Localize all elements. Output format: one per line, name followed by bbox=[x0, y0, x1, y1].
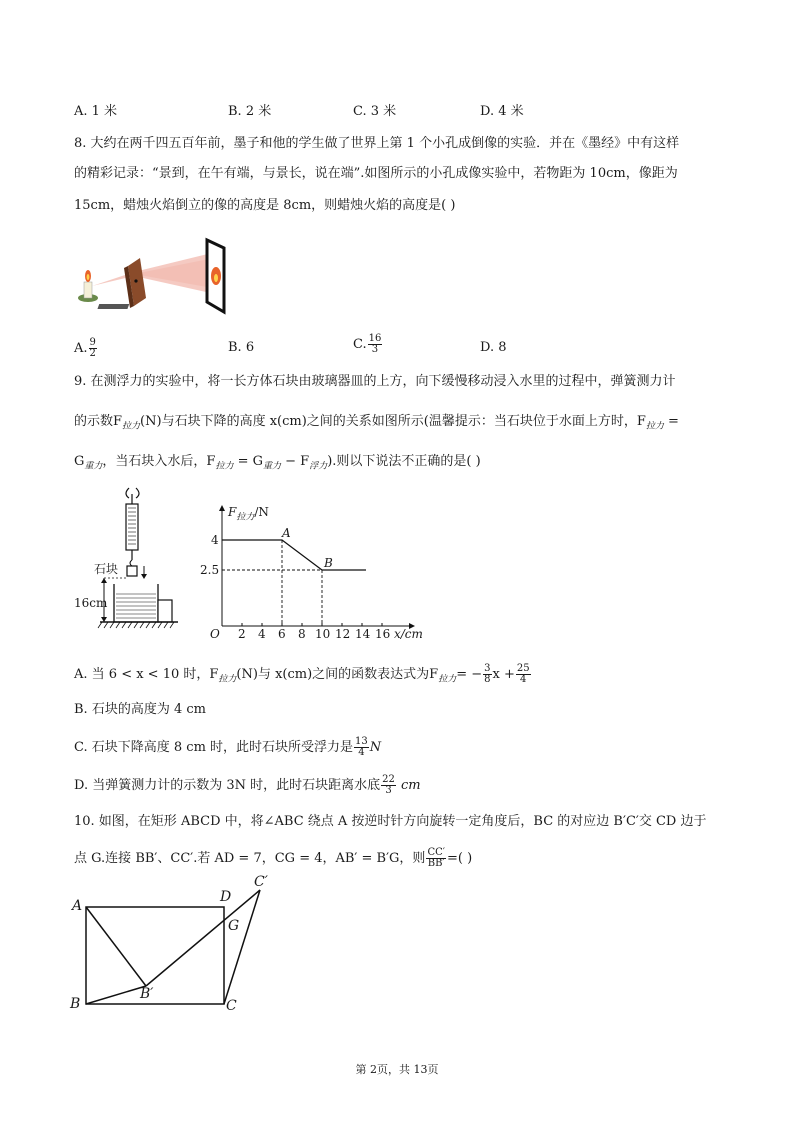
segment-b-prime-c-prime bbox=[146, 890, 260, 986]
q10-stem-line1: 10. 如图，在矩形 ABCD 中，将∠ABC 绕点 A 按逆时针方向旋转一定角度后，BC 的对应边 B′C′交 CD 边于 bbox=[74, 814, 707, 829]
stone-block bbox=[127, 566, 137, 576]
stone-label: 石块 bbox=[94, 562, 119, 576]
spring-scale-apparatus bbox=[74, 484, 194, 634]
graph-origin: O bbox=[210, 627, 220, 641]
q8-option-b: B. 6 bbox=[228, 340, 255, 355]
pinhole bbox=[134, 279, 137, 282]
x-tick-6: 6 bbox=[278, 627, 286, 641]
q7-option-b: B. 2 米 bbox=[228, 104, 272, 119]
x-tick-12: 12 bbox=[335, 627, 351, 641]
spring-scale bbox=[126, 504, 138, 550]
q9-stem-line1: 9. 在测浮力的实验中，将一长方体石块由玻璃器皿的上方，向下缓慢移动浸入水里的过程中，弹簧测力计 bbox=[74, 374, 676, 389]
label-b-prime: B′ bbox=[140, 986, 154, 1002]
rectangle-abcd bbox=[86, 907, 224, 1004]
q9-option-c: C. 石块下降高度 8 cm 时，此时石块所受浮力是 $\frac{13}{4}$ N bbox=[74, 736, 382, 758]
label-b: B bbox=[70, 996, 81, 1012]
point-a-label: A bbox=[282, 526, 291, 540]
point-b-label: B bbox=[324, 556, 333, 570]
q9-option-a: A. 当 6 < x < 10 时，$F_{拉力}(N)$与 x(cm)之间的函数表达式为$F_{拉力}=$ − $\frac{3}{8}$ x + $\frac{25}{4}$ bbox=[74, 663, 530, 685]
height-label: 16cm bbox=[74, 596, 108, 610]
x-tick-16: 16 bbox=[375, 627, 391, 641]
label-c: C bbox=[226, 998, 237, 1014]
label-c-prime: C′ bbox=[254, 874, 268, 890]
y-tick-2-5: 2.5 bbox=[200, 563, 220, 577]
q9-option-b: B. 石块的高度为 4 cm bbox=[74, 702, 206, 717]
segment-bb-prime bbox=[86, 986, 146, 1004]
graph-y-label: $F_{拉力}/N$ bbox=[228, 505, 269, 523]
x-tick-4: 4 bbox=[258, 627, 266, 641]
label-a: A bbox=[72, 898, 83, 914]
q10-stem-line2: 点 G.连接 BB′、CC′.若 AD = 7，CG = 4，AB′ = B′G，则 $\frac{CC'}{BB'}$ =( ) bbox=[74, 847, 473, 869]
overflow-cup bbox=[158, 600, 172, 622]
segment-ab-prime bbox=[86, 907, 146, 986]
q8-option-c: C. $\frac{16}{3}$ bbox=[353, 333, 382, 355]
force-curve bbox=[222, 540, 366, 570]
q8-stem-line3: 15cm，蜡烛火焰倒立的像的高度是 8cm，则蜡烛火焰的高度是( ) bbox=[74, 198, 456, 213]
label-g: G bbox=[228, 918, 240, 934]
q8-option-d: D. 8 bbox=[480, 340, 507, 355]
q8-stem-line1: 8. 大约在两千四五百年前，墨子和他的学生做了世界上第 1 个小孔成倒像的实验．并在《墨经》中有这样 bbox=[74, 136, 680, 151]
q9-stem-line3: $G_{重力}$，当石块入水后，$F_{拉力} = G_{重力} - F_{浮力}$).则以下说法不正确的是( ) bbox=[74, 454, 481, 472]
x-tick-8: 8 bbox=[298, 627, 306, 641]
pinhole-camera-figure bbox=[74, 236, 244, 316]
rectangle-rotation-figure bbox=[70, 880, 280, 1020]
y-tick-4: 4 bbox=[211, 533, 219, 547]
q8-stem-line2: 的精彩记录：“景到，在午有端，与景长，说在端”.如图所示的小孔成像实验中，若物距为 10cm，像距为 bbox=[74, 166, 678, 181]
q8-option-a: A. $\frac{9}{2}$ bbox=[74, 337, 96, 359]
q7-option-c: C. 3 米 bbox=[353, 104, 397, 119]
x-tick-14: 14 bbox=[355, 627, 371, 641]
x-tick-2: 2 bbox=[238, 627, 246, 641]
x-tick-10: 10 bbox=[315, 627, 331, 641]
q9-option-d: D. 当弹簧测力计的示数为 3N 时，此时石块距离水底 $\frac{22}{3}$ cm bbox=[74, 774, 421, 796]
graph-x-label: x/cm bbox=[394, 627, 423, 641]
label-d: D bbox=[220, 889, 232, 905]
segment-cc-prime bbox=[224, 890, 260, 1004]
q7-option-a: A. 1 米 bbox=[74, 104, 118, 119]
page-footer: 第 2页，共 13页 bbox=[355, 1063, 439, 1076]
q9-stem-line2: 的示数$F_{拉力}(N)$与石块下降的高度 x(cm)之间的关系如图所示(温馨提示：当石块位于水面上方时，$F_{拉力}$ = bbox=[74, 414, 679, 432]
candle bbox=[84, 282, 92, 298]
q7-option-d: D. 4 米 bbox=[480, 104, 524, 119]
